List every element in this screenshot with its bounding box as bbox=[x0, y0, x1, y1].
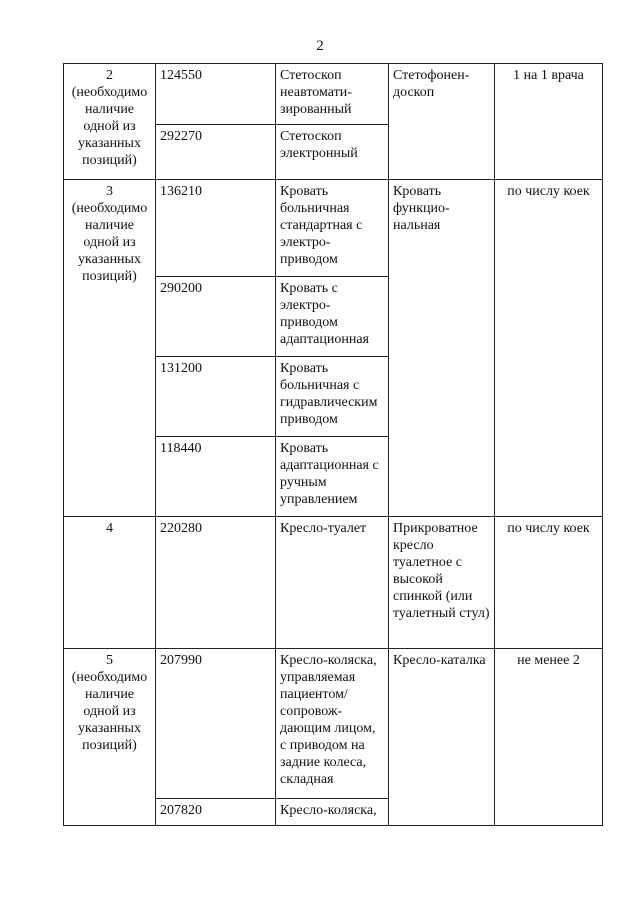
position-number: 3 bbox=[106, 184, 113, 199]
code-cell: 207820 bbox=[156, 799, 276, 826]
table-row bbox=[64, 180, 603, 277]
quantity-cell: 1 на 1 врача bbox=[495, 64, 603, 180]
code-cell: 220280 bbox=[156, 517, 276, 649]
table-row bbox=[64, 517, 603, 649]
position-note: (необходимо наличие одной из указанных позиций) bbox=[71, 670, 148, 753]
type-name-cell: Стетофонен-доскоп bbox=[389, 64, 495, 180]
position-note: (необходимо наличие одной из указанных позиций) bbox=[71, 201, 148, 284]
position-cell bbox=[64, 517, 156, 649]
position-number: 2 bbox=[106, 68, 113, 83]
name-cell: Кресло-коляска, bbox=[276, 799, 389, 826]
quantity-cell: не менее 2 bbox=[495, 649, 603, 826]
table-row bbox=[64, 649, 603, 799]
name-cell: Кровать больничная стандартная с электро-приводом bbox=[276, 180, 389, 277]
position-cell bbox=[64, 649, 156, 826]
name-cell: Кресло-туалет bbox=[276, 517, 389, 649]
code-cell: 131200 bbox=[156, 357, 276, 437]
type-name-cell: Кресло-каталка bbox=[389, 649, 495, 826]
name-cell: Кресло-коляска, управляемая пациентом/ сопровож-дающим лицом, с приводом на задние колеса, складная bbox=[276, 649, 389, 799]
position-cell bbox=[64, 64, 156, 180]
position-number: 4 bbox=[106, 521, 113, 536]
quantity-cell: по числу коек bbox=[495, 180, 603, 517]
position-note: (необходимо наличие одной из указанных позиций) bbox=[71, 85, 148, 168]
code-cell: 118440 bbox=[156, 437, 276, 517]
name-cell: Кровать больничная с гидравлическим приводом bbox=[276, 357, 389, 437]
code-cell: 290200 bbox=[156, 277, 276, 357]
name-cell: Стетоскоп неавтомати-зированный bbox=[276, 64, 389, 125]
position-cell bbox=[64, 180, 156, 517]
code-cell: 292270 bbox=[156, 125, 276, 180]
name-cell: Стетоскоп электронный bbox=[276, 125, 389, 180]
code-cell: 124550 bbox=[156, 64, 276, 125]
table-row bbox=[64, 64, 603, 125]
page-number: 2 bbox=[316, 38, 324, 54]
name-cell: Кровать адаптационная с ручным управлением bbox=[276, 437, 389, 517]
code-cell: 207990 bbox=[156, 649, 276, 799]
quantity-cell: по числу коек bbox=[495, 517, 603, 649]
name-cell: Кровать с электро-приводом адаптационная bbox=[276, 277, 389, 357]
type-name-cell: Кровать функцио-нальная bbox=[389, 180, 495, 517]
position-number: 5 bbox=[106, 653, 113, 668]
type-name-cell: Прикроватное кресло туалетное с высокой спинкой (или туалетный стул) bbox=[389, 517, 495, 649]
equipment-table bbox=[63, 63, 603, 826]
code-cell: 136210 bbox=[156, 180, 276, 277]
